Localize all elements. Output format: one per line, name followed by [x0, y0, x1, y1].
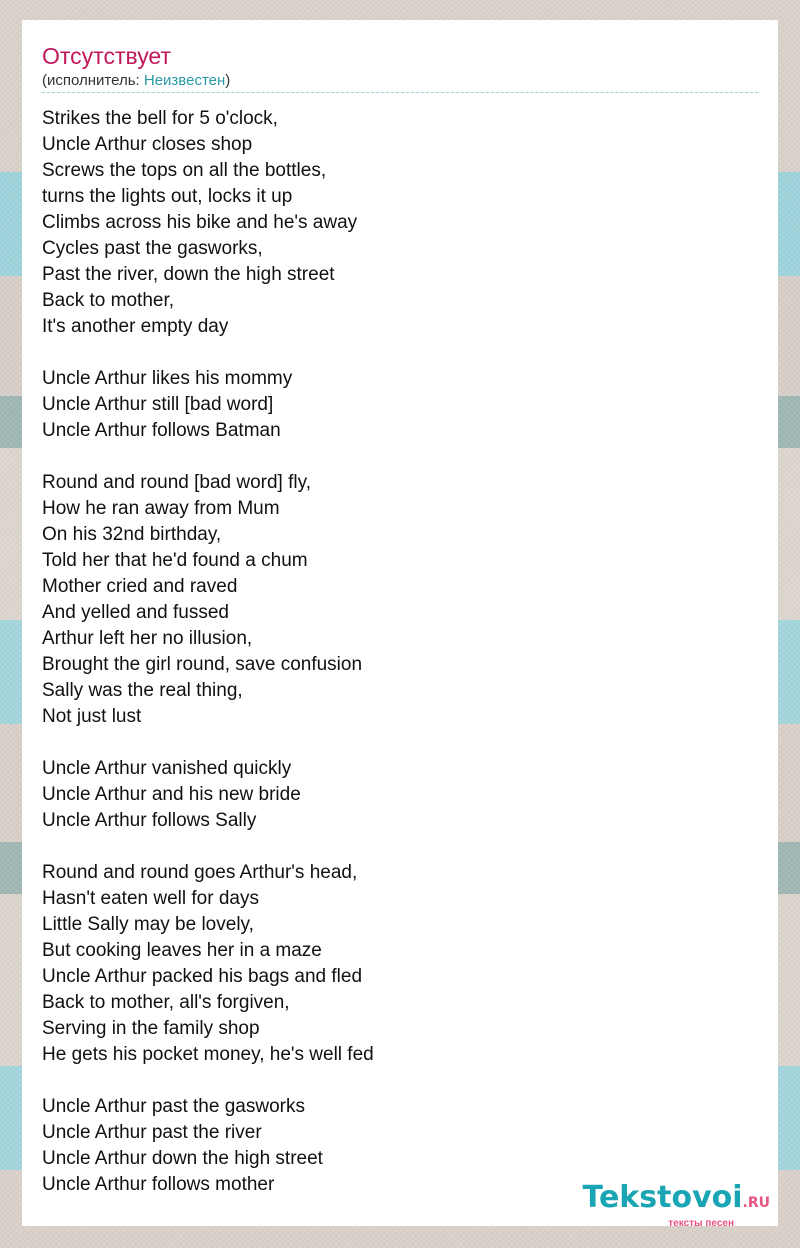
lyric-line: Uncle Arthur past the gasworks — [42, 1096, 305, 1117]
lyric-line: Screws the tops on all the bottles, — [42, 160, 327, 181]
lyric-line: It's another empty day — [42, 316, 229, 337]
lyric-line: Not just lust — [42, 706, 142, 727]
lyric-line: Arthur left her no illusion, — [42, 628, 253, 649]
lyric-line: Told her that he'd found a chum — [42, 550, 308, 571]
lyric-line: Uncle Arthur past the river — [42, 1122, 262, 1143]
lyrics-stanza — [42, 470, 758, 730]
artist-suffix: ) — [225, 72, 231, 89]
lyrics-stanza — [42, 106, 758, 340]
lyric-line: Round and round [bad word] fly, — [42, 472, 311, 493]
lyric-line: Uncle Arthur follows Sally — [42, 810, 257, 831]
lyric-line: Past the river, down the high street — [42, 264, 335, 285]
lyric-line: Back to mother, all's forgiven, — [42, 992, 290, 1013]
site-logo[interactable] — [560, 1180, 770, 1229]
lyric-line: How he ran away from Mum — [42, 498, 280, 519]
lyric-line: Little Sally may be lovely, — [42, 914, 254, 935]
logo-tld: .RU — [742, 1195, 770, 1211]
lyric-line: Climbs across his bike and he's away — [42, 212, 358, 233]
logo-wordmark — [560, 1182, 770, 1219]
lyrics-stanza — [42, 756, 758, 834]
song-header — [42, 42, 758, 93]
logo-name: Tekstovoi — [582, 1180, 743, 1215]
lyric-line: Cycles past the gasworks, — [42, 238, 263, 259]
lyric-line: Uncle Arthur follows mother — [42, 1174, 275, 1195]
lyric-line: Sally was the real thing, — [42, 680, 243, 701]
lyric-line: Serving in the family shop — [42, 1018, 260, 1039]
lyric-line: Uncle Arthur follows Batman — [42, 420, 281, 441]
lyric-line: Uncle Arthur likes his mommy — [42, 368, 293, 389]
lyrics-stanza — [42, 366, 758, 444]
logo-tagline: тексты песен — [668, 1218, 734, 1229]
lyric-line: Uncle Arthur vanished quickly — [42, 758, 292, 779]
lyric-line: Strikes the bell for 5 o'clock, — [42, 108, 278, 129]
lyric-line: Uncle Arthur closes shop — [42, 134, 253, 155]
artist-prefix: (исполнитель: — [42, 72, 144, 89]
lyric-line: But cooking leaves her in a maze — [42, 940, 322, 961]
lyric-line: Uncle Arthur packed his bags and fled — [42, 966, 363, 987]
lyric-line: Mother cried and raved — [42, 576, 238, 597]
lyric-line: And yelled and fussed — [42, 602, 229, 623]
lyric-line: Uncle Arthur and his new bride — [42, 784, 301, 805]
lyric-line: Brought the girl round, save confusion — [42, 654, 363, 675]
header-divider — [42, 92, 758, 93]
artist-line — [42, 71, 758, 91]
lyric-line: Round and round goes Arthur's head, — [42, 862, 358, 883]
lyric-line: Uncle Arthur down the high street — [42, 1148, 323, 1169]
lyrics-stanza — [42, 860, 758, 1068]
lyric-line: On his 32nd birthday, — [42, 524, 222, 545]
lyrics-card — [22, 20, 778, 1226]
lyric-line: Back to mother, — [42, 290, 175, 311]
lyric-line: turns the lights out, locks it up — [42, 186, 293, 207]
lyric-line: Uncle Arthur still [bad word] — [42, 394, 274, 415]
lyric-line: Hasn't eaten well for days — [42, 888, 259, 909]
lyrics-body — [42, 106, 758, 1198]
lyric-line: He gets his pocket money, he's well fed — [42, 1044, 374, 1065]
song-title: Отсутствует — [42, 43, 171, 69]
artist-link[interactable]: Неизвестен — [143, 72, 226, 89]
